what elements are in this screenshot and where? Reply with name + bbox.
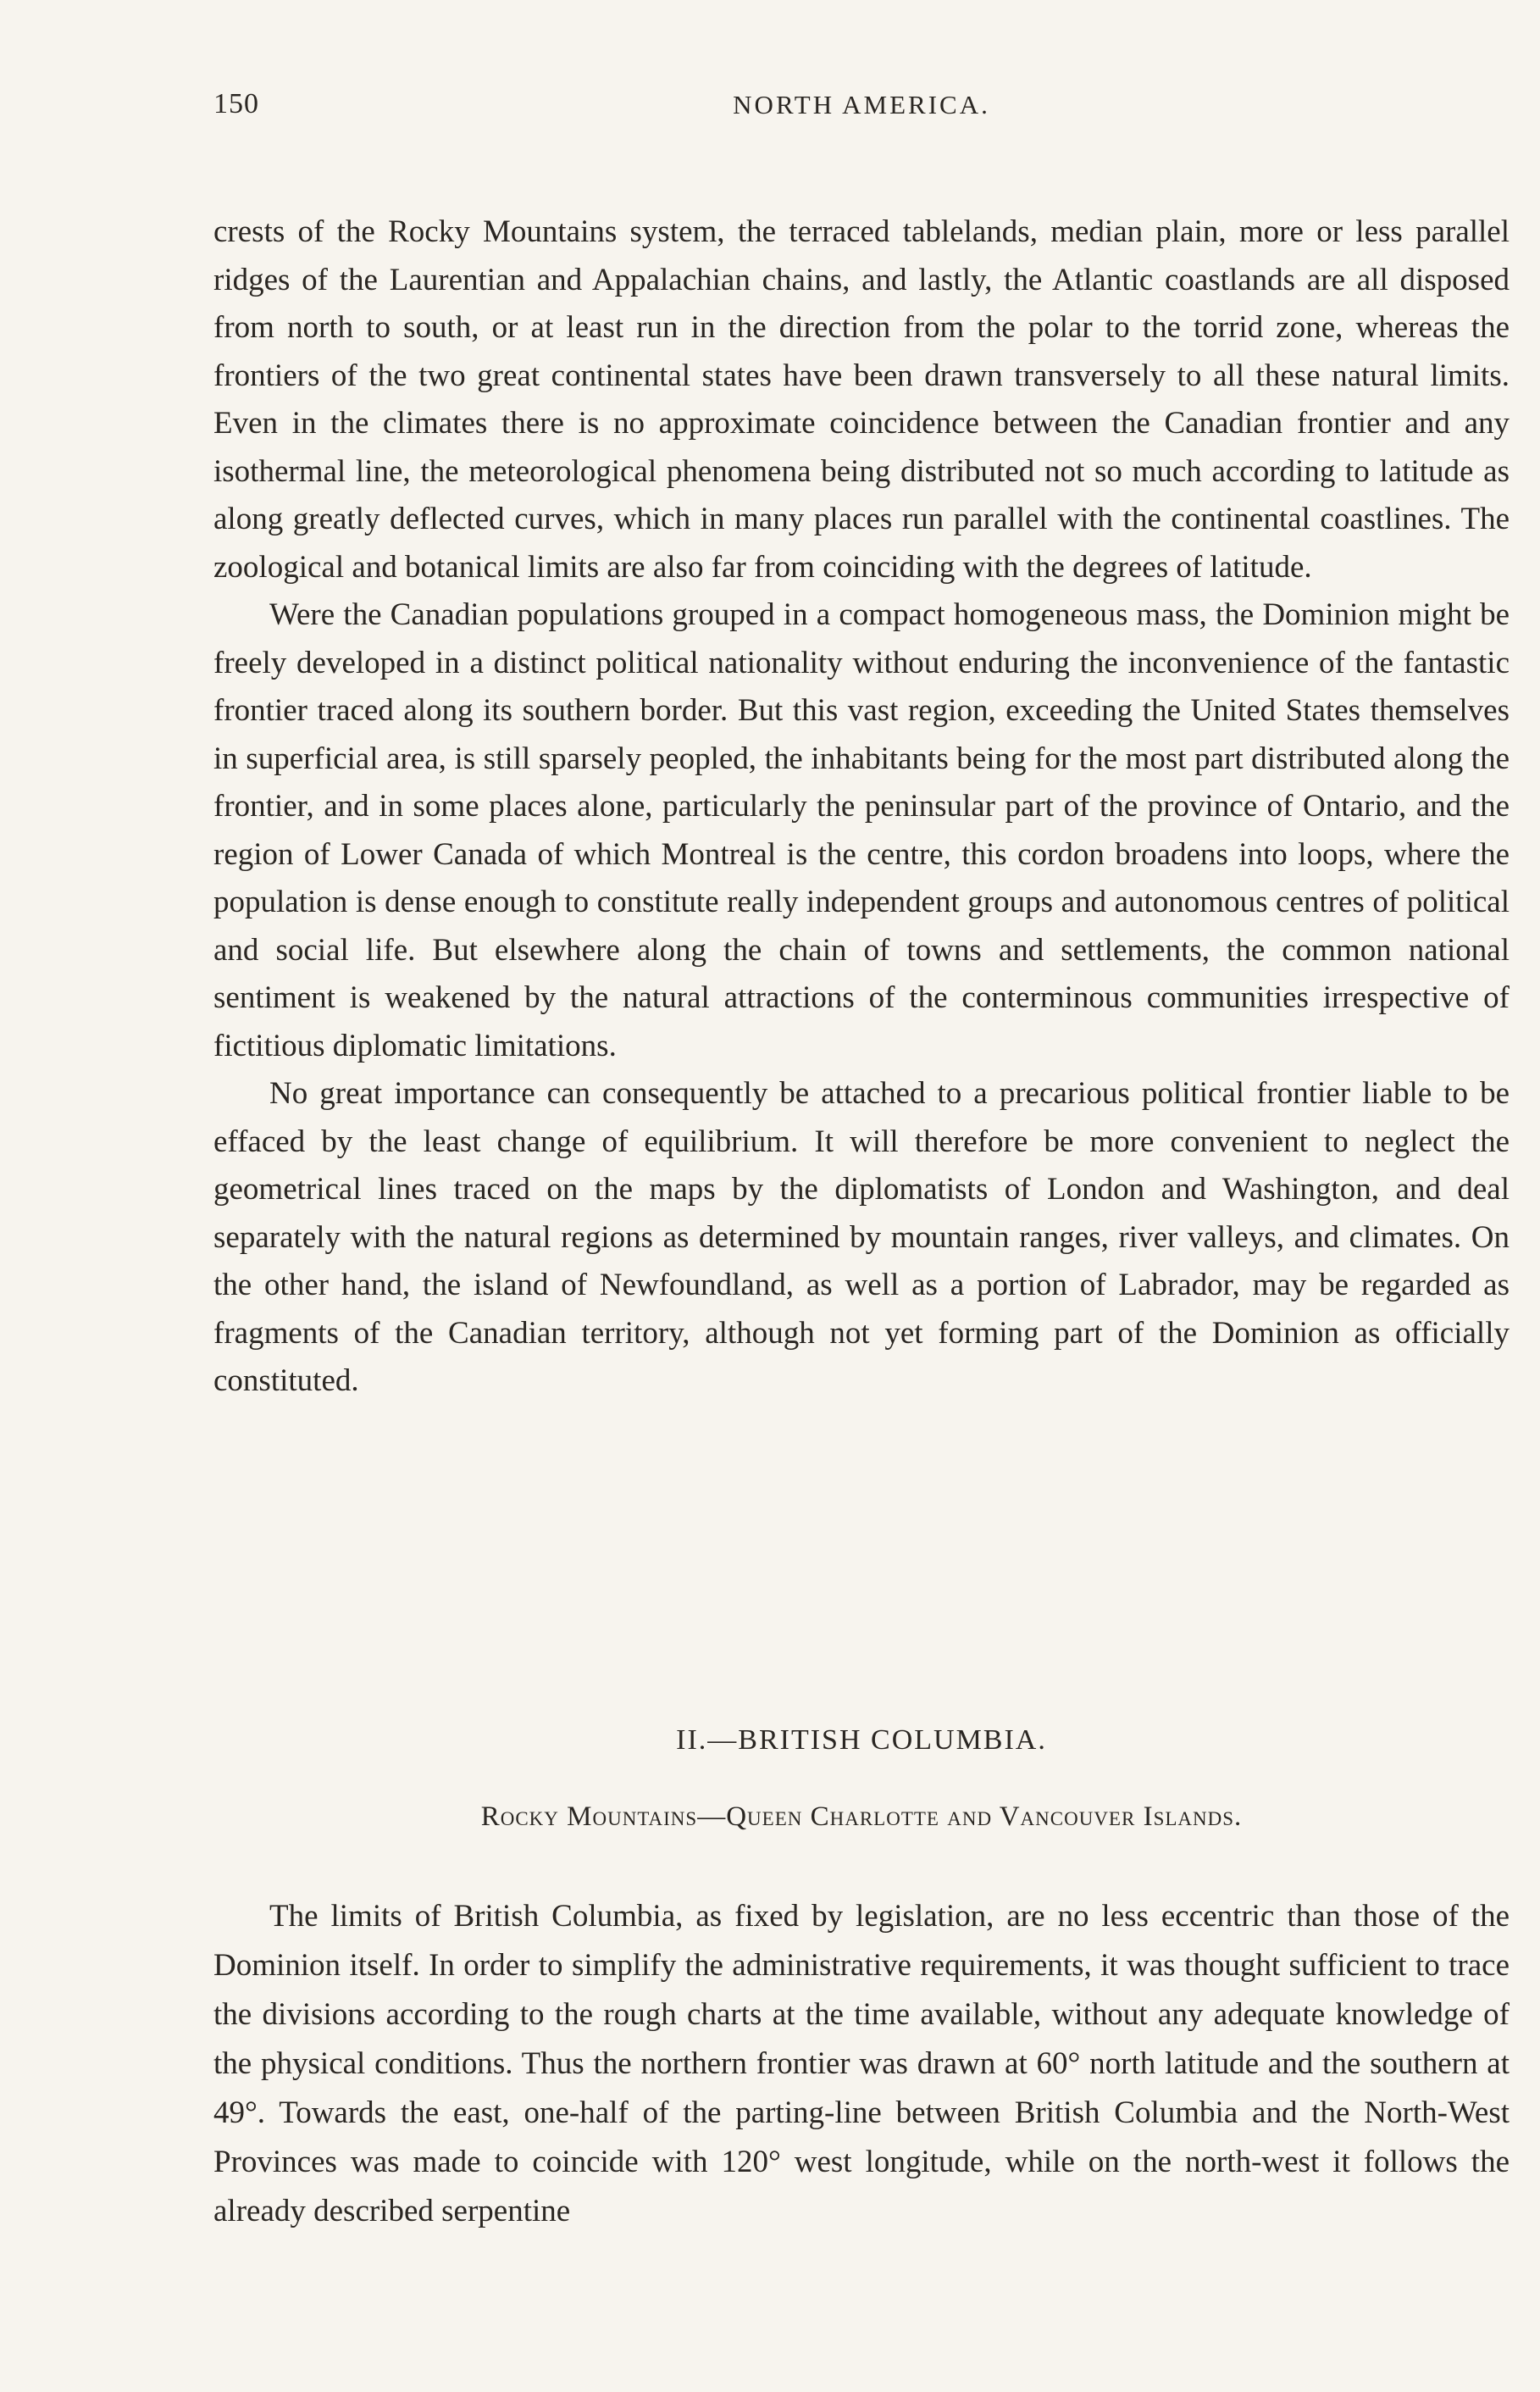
paragraph: The limits of British Columbia, as fixed by legislation, are no less eccentric than those of the Dominion itself. In order to simplify the administrative requirements, it was thought sufficient to trace the divisions according to the rough charts at the time available, without any adequate knowledge of the physical conditions. Thus the northern frontier was drawn at 60° north latitude and the southern at 49°. Towards the east, one-half of the parting-line between British Columbia and the North-West Provinces was made to coincide with 120° west longitude, while on the north-west it follows the already described serpentine xyxy=(213,1899,1510,2228)
running-title: NORTH AMERICA. xyxy=(733,90,990,119)
body-text-bottom xyxy=(213,1892,1510,2236)
body-text-top xyxy=(213,208,1510,1406)
section-subheading: Rocky Mountains—Queen Charlotte and Vancouver Islands. xyxy=(480,1801,1243,1832)
running-header xyxy=(213,88,1510,139)
paragraph: crests of the Rocky Mountains system, the terraced tablelands, median plain, more or less parallel ridges of the Laurentian and Appalachian chains, and lastly, the Atlantic coastlands are all disposed from north to south, or at least run in the direction from the polar to the torrid zone, whereas the frontiers of the two great continental states have been drawn transversely to all these natural limits. Even in the climates there is no approximate coincidence between the Canadian frontier and any isothermal line, the meteorological phenomena being distributed not so much according to latitude as along greatly deflected curves, which in many places run parallel with the continental coastlines. The zoological and botanical limits are also far from coinciding with the degrees of latitude. xyxy=(213,214,1510,585)
paragraph: No great importance can consequently be attached to a precarious political frontier liable to be effaced by the least change of equilibrium. It will therefore be more convenient to neglect the geometrical lines traced on the maps by the diplomatists of London and Washington, and deal separately with the natural regions as determined by mountain ranges, river valleys, and climates. On the other hand, the island of Newfoundland, as well as a portion of Labrador, may be regarded as fragments of the Canadian territory, although not yet forming part of the Dominion as officially constituted. xyxy=(213,1076,1510,1398)
section-heading: II.—BRITISH COLUMBIA. xyxy=(676,1724,1047,1756)
paragraph: Were the Canadian populations grouped in a compact homogeneous mass, the Dominion might be freely developed in a distinct political nationality without enduring the inconvenience of the fantastic frontier traced along its southern border. But this vast region, exceeding the United States themselves in superficial area, is still sparsely peopled, the inhabitants being for the most part distributed along the frontier, and in some places alone, particularly the peninsular part of the province of Ontario, and the region of Lower Canada of which Montreal is the centre, this cordon broadens into loops, where the population is dense enough to constitute really independent groups and autonomous centres of political and social life. But elsewhere along the chain of towns and settlements, the common national sentiment is weakened by the natural attractions of the conterminous communities irrespective of fictitious diplomatic limitations. xyxy=(213,597,1510,1063)
page-number: 150 xyxy=(213,88,259,119)
